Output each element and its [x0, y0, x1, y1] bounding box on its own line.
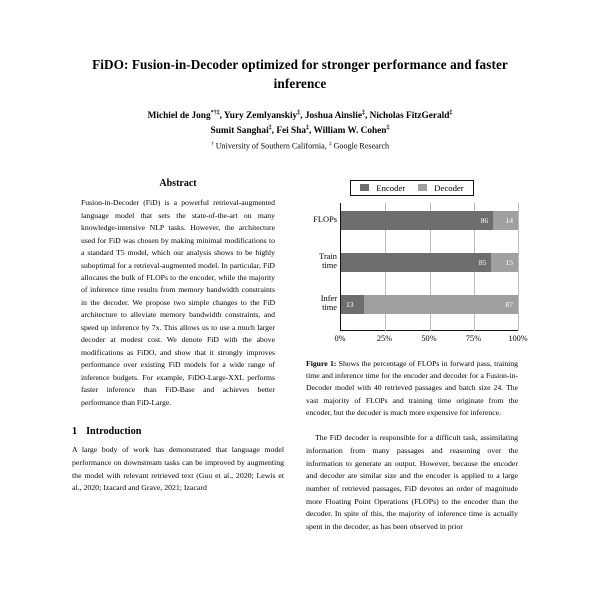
chart-category-label — [307, 215, 341, 224]
author-name: Michiel de Jong — [147, 111, 211, 122]
author-name: Sumit Sanghai — [210, 126, 269, 137]
chart-legend-wrapper — [306, 178, 518, 203]
affil-sup-1: † — [210, 140, 214, 147]
introduction-paragraph: A large body of work has demonstrated that language model performance on downstream tasks can be improved by augmenting the model with relevant retrieved text (Guu et al., 2020; Lewis et al., 2020; Izacard and Grave, 2021; Izacard — [72, 445, 284, 493]
chart-value-label-encoder: 85 — [478, 257, 487, 267]
author-name: William W. Cohen — [313, 126, 387, 137]
legend-item-encoder — [360, 183, 405, 193]
figure-1 — [306, 178, 528, 419]
section-number: 1 — [72, 426, 78, 438]
figure-caption — [306, 358, 518, 420]
affil-text-2: Google Research — [331, 141, 390, 151]
chart-segment-encoder — [341, 295, 364, 314]
chart-x-tick-labels — [334, 333, 528, 346]
legend-swatch-decoder — [418, 184, 427, 191]
right-column — [306, 178, 528, 534]
section-heading-introduction — [72, 426, 284, 437]
chart-x-tick: 25% — [376, 333, 393, 343]
figure-caption-text: Shows the percentage of FLOPs in forward pass, training time and inference time for the encoder and decoder for a Fusion-in-Decoder model with 40 retrieved passages and batch size 24. The vast majority of FLOPs and training time originate from the encoder, but the decoder is much more expensive for inference. — [306, 358, 518, 417]
body-columns — [72, 178, 528, 534]
chart-value-label-encoder: 86 — [480, 215, 489, 225]
author-line-1: Michiel de Jong*†‡, Yury Zemlyanskiy‡, Joshua Ainslie‡, Nicholas FitzGerald‡ — [147, 110, 453, 122]
legend-swatch-encoder — [360, 184, 369, 191]
chart-legend — [350, 180, 473, 196]
chart-gridline — [518, 203, 519, 331]
chart-segment-encoder — [341, 253, 491, 272]
author-sup: *†‡ — [210, 110, 220, 117]
chart-bar-row — [319, 251, 518, 272]
affil-text-1: University of Southern California, — [213, 141, 329, 151]
chart-value-label-decoder: 87 — [505, 299, 513, 309]
chart-plot-area — [313, 203, 518, 331]
author-sup: ‡ — [386, 125, 390, 132]
chart-category-label-line: Train — [319, 251, 337, 261]
author-sup: ‡ — [306, 125, 310, 132]
author-name: Fei Sha — [276, 126, 307, 137]
left-column — [72, 178, 284, 534]
abstract-heading: Abstract — [159, 178, 197, 190]
author-line-2: Sumit Sanghai‡, Fei Sha‡, William W. Cohen‡ — [210, 125, 390, 137]
legend-label-decoder: Decoder — [434, 182, 464, 193]
chart-category-label — [307, 252, 341, 271]
chart-x-tick: 0% — [334, 333, 346, 343]
chart-segment-decoder — [364, 295, 518, 314]
chart-category-label-line: Infer — [320, 293, 337, 303]
chart-bar-row — [320, 293, 518, 314]
chart-bar-row — [313, 211, 518, 230]
chart-segment-decoder — [491, 253, 518, 272]
chart-value-label-encoder: 13 — [346, 299, 354, 309]
author-sup: ‡ — [449, 110, 453, 117]
chart-x-tick: 75% — [465, 333, 482, 343]
chart-category-label-line: time — [322, 261, 337, 271]
affiliations — [72, 140, 528, 152]
chart-value-label-decoder: 15 — [505, 257, 513, 267]
chart-x-tick: 50% — [421, 333, 437, 343]
chart-segment-encoder — [341, 211, 493, 230]
legend-item-decoder — [418, 183, 463, 193]
figure-caption-label: Figure 1: — [306, 358, 337, 368]
chart-segment-decoder — [493, 211, 518, 230]
author-sup: ‡ — [361, 110, 365, 117]
chart-category-label — [307, 294, 341, 313]
section-title: Introduction — [86, 426, 142, 438]
author-name: Yury Zemlyanskiy — [223, 111, 298, 122]
chart-category-label-line: time — [322, 303, 337, 313]
author-list — [72, 109, 528, 138]
chart-x-tick: 100% — [508, 333, 528, 343]
author-name: Joshua Ainslie — [304, 111, 362, 122]
affil-sup-2: ‡ — [328, 140, 332, 147]
legend-label-encoder: Encoder — [376, 182, 406, 193]
page-title: FiDO: Fusion-in-Decoder optimized for stronger performance and faster inference — [92, 57, 508, 91]
chart-value-label-decoder: 14 — [505, 215, 513, 225]
abstract-text: Fusion-in-Decoder (FiD) is a powerful retrieval-augmented language model that sets the state-of-the-art on many knowledge-intensive NLP tasks. However, the architecture used for FiD was chosen by making minimal modifications to a standard T5 model, which our analysis shows to be highly suboptimal for a retrieval-augmented model. In particular, FiD allocates the bulk of FLOPs to the encoder, while the majority of inference time results from memory bandwidth constraints in the decoder. We propose two simple changes to the FiD architecture to alleviate memory bandwidth constraints, and speed up inference by 7x. This allows us to use a much larger decoder at modest cost. We denote FiD with the above modifications as FiDO, and show that it strongly improves performance over existing FiD models for a wide range of inference budgets. For example, FiDO-Large-XXL performs faster inference than FiD-Base and achieves better performance than FiD-Large. — [81, 198, 275, 407]
author-name: Nicholas FitzGerald — [369, 111, 450, 122]
right-column-paragraph: The FiD decoder is responsible for a difficult task, assimilating information from many passages and reasoning over the information to generate an output. However, because the encoder and decoder are similar size and the encoder is applied to a large number of retrieved passages, FiD devotes an order of magnitude more Floating Point Operations (FLOPs) to the encoder than the decoder. In spite of this, the majority of inference time is actually spent in the decoder, as has been observed in prior — [306, 433, 518, 532]
author-sup: ‡ — [268, 125, 272, 132]
author-sup: ‡ — [297, 110, 301, 117]
chart-category-label-line: FLOPs — [313, 214, 337, 224]
